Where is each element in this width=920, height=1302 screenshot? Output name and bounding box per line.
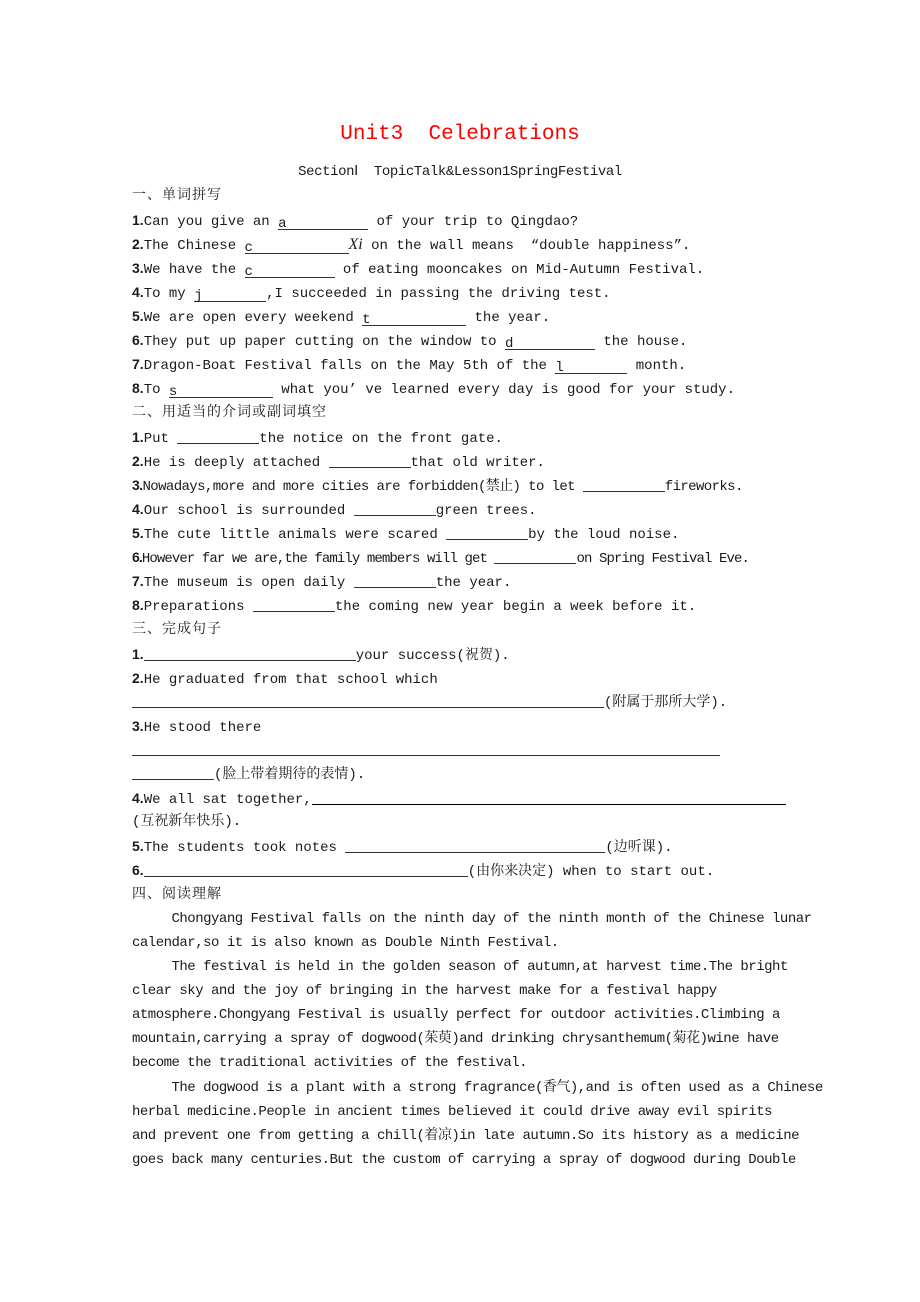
part2-item-7 [132,572,511,592]
item-number: 3. [132,260,144,276]
blank-hint: l [555,360,564,376]
item-number: 6. [132,862,144,878]
part2-item-5 [132,524,679,544]
item-text: the year. [466,310,551,326]
part2-item-3 [132,476,743,496]
item-number: 1. [132,212,144,228]
item-text: We have the [143,262,245,278]
item-text: of your trip to Qingdao? [368,214,579,230]
answer-blank[interactable] [505,335,595,350]
item-text: To my [143,286,195,302]
item-text: They put up paper cutting on the window to [143,334,505,350]
blank-hint: j [194,288,203,304]
passage-line: The dogwood is a plant with a strong fragrance(香气),and is often used as a Chinese [132,1080,823,1096]
passage-line: goes back many centuries.But the custom of carrying a spray of dogwood during Double [132,1152,796,1168]
item-text: We are open every weekend [143,310,363,326]
part1-item-8 [132,379,735,399]
item-number: 3. [132,477,143,493]
item-text: by the loud noise. [528,527,680,543]
part3-item-3-blank [132,741,720,760]
blank-hint: a [278,216,287,232]
item-text: month. [627,358,687,374]
answer-blank[interactable] [194,287,266,302]
item-text: He stood there [143,720,262,736]
item-number: 5. [132,525,144,541]
answer-blank[interactable] [132,765,214,780]
passage-line: herbal medicine.People in ancient times believed it could drive away evil spirits [132,1104,773,1120]
part2-heading: 二、用适当的介词或副词填空 [132,404,327,420]
part3-item-4-cont [132,813,241,831]
section-subtitle: SectionⅠ TopicTalk&Lesson1SpringFestival [298,164,622,180]
part2-item-4 [132,500,537,520]
item-text: of eating mooncakes on Mid-Autumn Festival. [334,262,705,278]
answer-blank[interactable] [144,862,468,877]
passage-line: The festival is held in the golden season of autumn,at harvest time.The bright [132,959,788,975]
item-text: We all sat together, [143,792,312,808]
answer-blank[interactable] [312,790,786,805]
answer-blank[interactable] [177,429,259,444]
passage-line: become the traditional activities of the festival. [132,1055,528,1071]
answer-blank[interactable] [446,525,528,540]
part1-item-4 [132,283,611,303]
italic-word: Xi [348,236,363,253]
passage-line: Chongyang Festival falls on the ninth day of the ninth month of the Chinese lunar [132,911,812,927]
item-text: The museum is open daily [143,575,354,591]
item-text: (脸上带着期待的表情). [214,767,366,783]
item-text: He graduated from that school which [143,672,438,688]
item-text: Dragon-Boat Festival falls on the May 5th of the [143,358,556,374]
answer-blank[interactable] [169,383,273,398]
item-text: Nowadays,more and more cities are forbidden(禁止) to let [142,479,583,495]
item-text: the coming new year begin a week before it. [334,599,697,615]
item-number: 6. [132,549,142,565]
passage-line: calendar,so it is also known as Double Ninth Festival. [132,935,559,951]
unit-title: Unit3 Celebrations [340,123,580,146]
item-text: (边听课). [605,840,673,856]
answer-blank[interactable] [278,215,368,230]
item-text: However far we are,the family members will get [141,551,495,567]
item-text: ,I succeeded in passing the driving test. [266,286,611,302]
part3-heading: 三、完成句子 [132,621,222,637]
part3-item-3 [132,717,261,737]
answer-blank[interactable] [354,501,436,516]
item-text: He is deeply attached [143,455,329,471]
passage-line: and prevent one from getting a chill(着凉)in late autumn.So its history as a medicine [132,1128,800,1144]
item-text: on Spring Festival Eve. [576,551,750,567]
item-text: the year. [435,575,512,591]
item-number: 2. [132,236,144,252]
answer-blank[interactable] [132,741,720,756]
passage-line: atmosphere.Chongyang Festival is usually perfect for outdoor activities.Climbing a [132,1007,780,1023]
item-number: 4. [132,284,144,300]
item-text: on the wall means “double happiness”. [362,238,691,254]
item-text: The students took notes [143,840,346,856]
item-number: 7. [132,356,144,372]
blank-hint: c [244,240,253,256]
answer-blank[interactable] [253,597,335,612]
item-text: Preparations [143,599,253,615]
item-number: 1. [132,429,144,445]
part3-item-2-cont [132,693,727,712]
part3-item-3-cont [132,765,365,784]
part1-item-3 [132,259,704,279]
item-text: the house. [594,334,688,350]
answer-blank[interactable] [494,549,576,564]
answer-blank[interactable] [329,453,411,468]
item-text: green trees. [435,503,537,519]
part3-item-5 [132,837,673,857]
part2-item-8 [132,596,696,616]
item-number: 4. [132,501,144,517]
item-text: The cute little animals were scared [143,527,447,543]
item-number: 5. [132,838,144,854]
item-text: that old writer. [410,455,545,471]
answer-blank[interactable] [583,477,665,492]
answer-blank[interactable] [555,359,627,374]
item-number: 3. [132,718,144,734]
part3-item-4 [132,789,786,809]
blank-hint: c [244,264,253,280]
answer-blank[interactable] [144,646,356,661]
item-text: Our school is surrounded [143,503,354,519]
item-number: 8. [132,597,144,613]
item-number: 5. [132,308,144,324]
passage-line: clear sky and the joy of bringing in the harvest make for a festival happy [132,983,717,999]
blank-hint: s [168,384,178,400]
part1-item-2 [132,235,690,255]
item-text: the notice on the front gate. [259,431,503,447]
answer-blank[interactable] [245,263,335,278]
item-number: 2. [132,670,144,686]
answer-blank[interactable] [245,239,349,254]
part4-heading: 四、阅读理解 [132,886,222,902]
item-text: (附属于那所大学). [604,695,728,711]
item-number: 2. [132,453,144,469]
part3-item-1 [132,645,510,665]
part1-item-6 [132,331,687,351]
item-number: 6. [132,332,144,348]
answer-blank[interactable] [132,693,604,708]
item-number: 4. [132,790,144,806]
part1-item-5 [132,307,550,327]
answer-blank[interactable] [345,838,605,853]
part2-item-6 [132,548,749,568]
item-text: Can you give an [143,214,279,230]
item-text: The Chinese [143,238,245,254]
item-text: your success(祝贺). [355,648,510,664]
answer-blank[interactable] [362,311,466,326]
passage-line: mountain,carrying a spray of dogwood(茱萸)and drinking chrysanthemum(菊花)wine have [132,1031,779,1047]
item-text: To [143,382,169,398]
part3-item-6 [132,861,714,881]
item-text: (由你来决定) when to start out. [467,864,715,880]
item-text: Put [143,431,178,447]
part1-heading: 一、单词拼写 [132,187,222,203]
item-text: what you’ ve learned every day is good for your study. [272,382,735,398]
blank-hint: d [504,336,514,352]
item-number: 1. [132,646,144,662]
part3-item-2 [132,669,438,689]
part1-item-7 [132,355,686,375]
item-text: fireworks. [664,479,743,495]
item-number: 8. [132,380,144,396]
answer-blank[interactable] [354,573,436,588]
part2-item-1 [132,428,503,448]
part2-item-2 [132,452,545,472]
part1-item-1 [132,211,578,231]
blank-hint: t [362,312,371,328]
item-text: (互祝新年快乐). [132,814,242,830]
item-number: 7. [132,573,144,589]
